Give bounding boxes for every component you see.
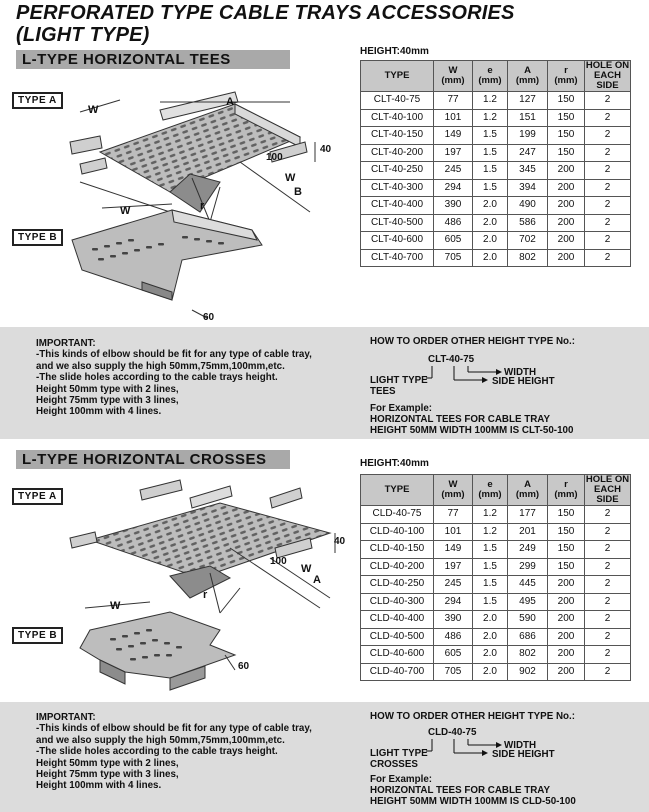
col-e [473, 61, 508, 92]
table-row [361, 663, 631, 681]
col-a-label: A [524, 479, 531, 490]
important-title: IMPORTANT: [36, 338, 96, 349]
table-row [361, 576, 631, 594]
table-row [361, 127, 631, 145]
cell-a: 201 [508, 523, 548, 541]
table-header-row [361, 475, 631, 506]
cell-r: 200 [548, 232, 585, 250]
order-width-label: WIDTH [504, 367, 537, 378]
cell-a: 686 [508, 628, 548, 646]
col-a [508, 475, 548, 506]
cell-e: 1.5 [473, 127, 508, 145]
cell-e: 2.0 [473, 232, 508, 250]
type-a-label: TYPE A [12, 488, 63, 505]
col-hole [585, 475, 631, 506]
cell-a: 490 [508, 197, 548, 215]
table-row [361, 628, 631, 646]
col-e-unit: (mm) [478, 75, 502, 86]
col-hole [585, 61, 631, 92]
cell-w: 390 [434, 197, 473, 215]
dim-b: B [294, 186, 302, 198]
cell-e: 2.0 [473, 646, 508, 664]
col-type: TYPE [361, 61, 434, 92]
table-row [361, 144, 631, 162]
cell-e: 2.0 [473, 611, 508, 629]
cell-w: 149 [434, 541, 473, 559]
table-row [361, 541, 631, 559]
cell-a: 177 [508, 506, 548, 524]
order-example-line2: HEIGHT 50MM WIDTH 100MM IS CLT-50-100 [370, 425, 574, 436]
cell-h: 2 [585, 523, 631, 541]
cell-type: CLT-40-600 [361, 232, 434, 250]
cell-a: 495 [508, 593, 548, 611]
important-line: -This kinds of elbow should be fit for any type of cable tray, [36, 723, 312, 735]
tee-type-b-drawing [62, 200, 282, 320]
cell-e: 1.5 [473, 593, 508, 611]
col-hole-label2: EACH SIDE [594, 484, 621, 505]
table-row [361, 232, 631, 250]
cell-r: 150 [548, 506, 585, 524]
cell-a: 299 [508, 558, 548, 576]
cell-r: 150 [548, 541, 585, 559]
col-a-label: A [524, 65, 531, 76]
dim-r: r [200, 200, 205, 212]
cell-w: 77 [434, 92, 473, 110]
cell-w: 101 [434, 109, 473, 127]
table-row [361, 109, 631, 127]
col-w-label: W [448, 479, 458, 490]
cell-r: 150 [548, 127, 585, 145]
cell-type: CLD-40-250 [361, 576, 434, 594]
order-code: CLD-40-75 [428, 727, 477, 738]
cell-h: 2 [585, 162, 631, 180]
cell-w: 149 [434, 127, 473, 145]
type-a-label: TYPE A [12, 92, 63, 109]
col-w-unit: (mm) [441, 75, 465, 86]
important-notes-tees [36, 338, 312, 418]
section-heading-band [16, 50, 290, 69]
cell-w: 605 [434, 646, 473, 664]
order-code-pointers [430, 737, 500, 759]
important-line: and we also supply the high 50mm,75mm,100mm,etc. [36, 360, 285, 372]
cell-e: 1.2 [473, 506, 508, 524]
cell-w: 486 [434, 628, 473, 646]
page-title [16, 2, 515, 46]
cross-type-a-drawing [70, 478, 350, 618]
order-title: HOW TO ORDER OTHER HEIGHT TYPE No.: [370, 336, 576, 347]
cell-a: 199 [508, 127, 548, 145]
col-a [508, 61, 548, 92]
cell-type: CLD-40-500 [361, 628, 434, 646]
height-label: HEIGHT:40mm [360, 458, 429, 469]
col-w [434, 475, 473, 506]
cell-a: 247 [508, 144, 548, 162]
cell-type: CLT-40-75 [361, 92, 434, 110]
order-info-tees [370, 336, 575, 347]
cell-w: 294 [434, 593, 473, 611]
col-r-unit: (mm) [554, 75, 578, 86]
cell-r: 150 [548, 523, 585, 541]
table-row [361, 214, 631, 232]
order-side-height-label: SIDE HEIGHT [492, 376, 555, 387]
cell-r: 200 [548, 214, 585, 232]
cell-h: 2 [585, 249, 631, 267]
cell-e: 2.0 [473, 628, 508, 646]
cell-a: 802 [508, 249, 548, 267]
important-line: Height 50mm type with 2 lines, [36, 757, 179, 769]
col-hole-label1: HOLE ON [585, 474, 630, 485]
cell-h: 2 [585, 232, 631, 250]
important-line: Height 75mm type with 3 lines, [36, 395, 179, 407]
cell-a: 590 [508, 611, 548, 629]
important-line: and we also supply the high 50mm,75mm,100mm,etc. [36, 734, 285, 746]
cell-r: 200 [548, 646, 585, 664]
col-e-unit: (mm) [478, 489, 502, 500]
type-b-label: TYPE B [12, 627, 63, 644]
cell-e: 2.0 [473, 214, 508, 232]
cross-type-b-drawing [70, 600, 260, 695]
cell-r: 200 [548, 249, 585, 267]
cell-a: 249 [508, 541, 548, 559]
important-line: Height 100mm with 4 lines. [36, 406, 162, 418]
cell-w: 294 [434, 179, 473, 197]
cell-e: 1.5 [473, 144, 508, 162]
cell-w: 101 [434, 523, 473, 541]
order-width-label: WIDTH [504, 740, 537, 751]
cell-type: CLD-40-700 [361, 663, 434, 681]
col-w-label: W [448, 65, 458, 76]
cell-h: 2 [585, 611, 631, 629]
cell-e: 1.2 [473, 523, 508, 541]
cell-r: 200 [548, 197, 585, 215]
cell-w: 245 [434, 576, 473, 594]
order-title: HOW TO ORDER OTHER HEIGHT TYPE No.: [370, 711, 576, 722]
col-e-label: e [487, 479, 493, 490]
cell-r: 200 [548, 576, 585, 594]
cell-type: CLD-40-150 [361, 541, 434, 559]
cell-w: 605 [434, 232, 473, 250]
col-r-label: r [564, 65, 568, 76]
cell-w: 705 [434, 663, 473, 681]
page-title-line2: (LIGHT TYPE) [16, 24, 150, 46]
dim-a: A [313, 574, 321, 586]
cell-type: CLT-40-400 [361, 197, 434, 215]
cell-type: CLT-40-250 [361, 162, 434, 180]
cell-h: 2 [585, 144, 631, 162]
cell-type: CLT-40-300 [361, 179, 434, 197]
cell-type: CLD-40-400 [361, 611, 434, 629]
cell-type: CLD-40-600 [361, 646, 434, 664]
cell-r: 150 [548, 558, 585, 576]
cell-a: 902 [508, 663, 548, 681]
important-line: -The slide holes according to the cable trays height. [36, 746, 278, 758]
cell-h: 2 [585, 92, 631, 110]
table-row [361, 197, 631, 215]
order-example-line2: HEIGHT 50MM WIDTH 100MM IS CLD-50-100 [370, 796, 576, 807]
table-row [361, 593, 631, 611]
cell-r: 200 [548, 162, 585, 180]
dim-w-b: W [120, 205, 131, 217]
table-row [361, 611, 631, 629]
important-title: IMPORTANT: [36, 712, 96, 723]
order-code-pointers [430, 364, 500, 386]
dim-60: 60 [203, 312, 215, 323]
table-row [361, 558, 631, 576]
dim-w2: W [285, 172, 296, 184]
order-side-height-label: SIDE HEIGHT [492, 749, 555, 760]
order-light-type-label: LIGHT TYPE [370, 375, 428, 386]
section-heading: L-TYPE HORIZONTAL CROSSES [22, 451, 267, 468]
cell-a: 702 [508, 232, 548, 250]
table-row [361, 162, 631, 180]
cell-a: 802 [508, 646, 548, 664]
cell-a: 586 [508, 214, 548, 232]
cell-w: 705 [434, 249, 473, 267]
cell-type: CLT-40-500 [361, 214, 434, 232]
cell-type: CLD-40-200 [361, 558, 434, 576]
dim-40: 40 [334, 536, 346, 547]
col-a-unit: (mm) [515, 489, 540, 500]
cell-r: 150 [548, 109, 585, 127]
order-example-line1: HORIZONTAL TEES FOR CABLE TRAY [370, 785, 550, 796]
cell-w: 77 [434, 506, 473, 524]
cell-r: 200 [548, 663, 585, 681]
dim-40: 40 [320, 144, 332, 155]
cell-a: 394 [508, 179, 548, 197]
important-line: Height 100mm with 4 lines. [36, 780, 162, 792]
cell-e: 1.2 [473, 109, 508, 127]
dim-100: 100 [270, 556, 287, 567]
cell-a: 345 [508, 162, 548, 180]
cell-type: CLT-40-150 [361, 127, 434, 145]
cell-h: 2 [585, 663, 631, 681]
cell-e: 2.0 [473, 197, 508, 215]
table-header-row [361, 61, 631, 92]
important-line: -The slide holes according to the cable trays height. [36, 372, 278, 384]
cell-w: 197 [434, 558, 473, 576]
cell-r: 200 [548, 611, 585, 629]
dim-w: W [301, 563, 312, 575]
cell-e: 1.5 [473, 558, 508, 576]
dim-100: 100 [266, 152, 283, 163]
section-heading: L-TYPE HORIZONTAL TEES [22, 51, 231, 68]
order-info-crosses [370, 711, 575, 722]
cell-type: CLD-40-100 [361, 523, 434, 541]
cell-h: 2 [585, 558, 631, 576]
spec-table-crosses [360, 474, 631, 681]
cell-type: CLD-40-75 [361, 506, 434, 524]
col-hole-label2: EACH SIDE [594, 70, 621, 91]
spec-table-tees [360, 60, 631, 267]
col-w-unit: (mm) [441, 489, 465, 500]
cell-h: 2 [585, 127, 631, 145]
order-example-line1: HORIZONTAL TEES FOR CABLE TRAY [370, 414, 550, 425]
type-b-label: TYPE B [12, 229, 63, 246]
height-label: HEIGHT:40mm [360, 46, 429, 57]
cell-r: 200 [548, 593, 585, 611]
col-type: TYPE [361, 475, 434, 506]
cell-a: 151 [508, 109, 548, 127]
cell-h: 2 [585, 628, 631, 646]
cell-h: 2 [585, 593, 631, 611]
table-row [361, 92, 631, 110]
col-e [473, 475, 508, 506]
table-row [361, 523, 631, 541]
cell-r: 150 [548, 144, 585, 162]
important-line: -This kinds of elbow should be fit for any type of cable tray, [36, 349, 312, 361]
table-row [361, 646, 631, 664]
dim-a: A [226, 96, 234, 108]
dim-w: W [88, 104, 99, 116]
cell-h: 2 [585, 214, 631, 232]
col-w [434, 61, 473, 92]
page-title-line1: PERFORATED TYPE CABLE TRAYS ACCESSORIES [16, 2, 515, 24]
table-row [361, 249, 631, 267]
cell-type: CLD-40-300 [361, 593, 434, 611]
cell-h: 2 [585, 541, 631, 559]
cell-r: 200 [548, 628, 585, 646]
cell-w: 245 [434, 162, 473, 180]
cell-h: 2 [585, 506, 631, 524]
cell-h: 2 [585, 646, 631, 664]
cell-h: 2 [585, 576, 631, 594]
col-r [548, 475, 585, 506]
cell-type: CLT-40-700 [361, 249, 434, 267]
cell-e: 2.0 [473, 663, 508, 681]
cell-h: 2 [585, 179, 631, 197]
table-row [361, 179, 631, 197]
col-e-label: e [487, 65, 493, 76]
important-notes-crosses [36, 712, 312, 792]
table-row [361, 506, 631, 524]
col-hole-label1: HOLE ON [585, 60, 630, 71]
section-heading-band [16, 450, 290, 469]
col-r [548, 61, 585, 92]
cell-e: 1.5 [473, 162, 508, 180]
cell-e: 1.5 [473, 541, 508, 559]
cell-type: CLT-40-100 [361, 109, 434, 127]
dim-w-b: W [110, 600, 121, 612]
dim-r: r [203, 589, 208, 601]
col-a-unit: (mm) [515, 75, 540, 86]
cell-e: 1.2 [473, 92, 508, 110]
cell-e: 1.5 [473, 576, 508, 594]
cell-e: 2.0 [473, 249, 508, 267]
dim-60: 60 [238, 661, 250, 672]
order-light-type-label: LIGHT TYPE [370, 748, 428, 759]
cell-w: 197 [434, 144, 473, 162]
cell-h: 2 [585, 197, 631, 215]
cell-a: 127 [508, 92, 548, 110]
cell-e: 1.5 [473, 179, 508, 197]
important-line: Height 50mm type with 2 lines, [36, 383, 179, 395]
cell-w: 390 [434, 611, 473, 629]
order-code: CLT-40-75 [428, 354, 475, 365]
cell-r: 150 [548, 92, 585, 110]
cell-a: 445 [508, 576, 548, 594]
order-example-title: For Example: [370, 774, 433, 785]
important-line: Height 75mm type with 3 lines, [36, 769, 179, 781]
order-example-title: For Example: [370, 403, 433, 414]
cell-type: CLT-40-200 [361, 144, 434, 162]
order-light-type-label2: CROSSES [370, 759, 418, 770]
cell-w: 486 [434, 214, 473, 232]
cell-r: 200 [548, 179, 585, 197]
cell-h: 2 [585, 109, 631, 127]
col-r-unit: (mm) [554, 489, 578, 500]
order-light-type-label2: TEES [370, 386, 396, 397]
col-r-label: r [564, 479, 568, 490]
